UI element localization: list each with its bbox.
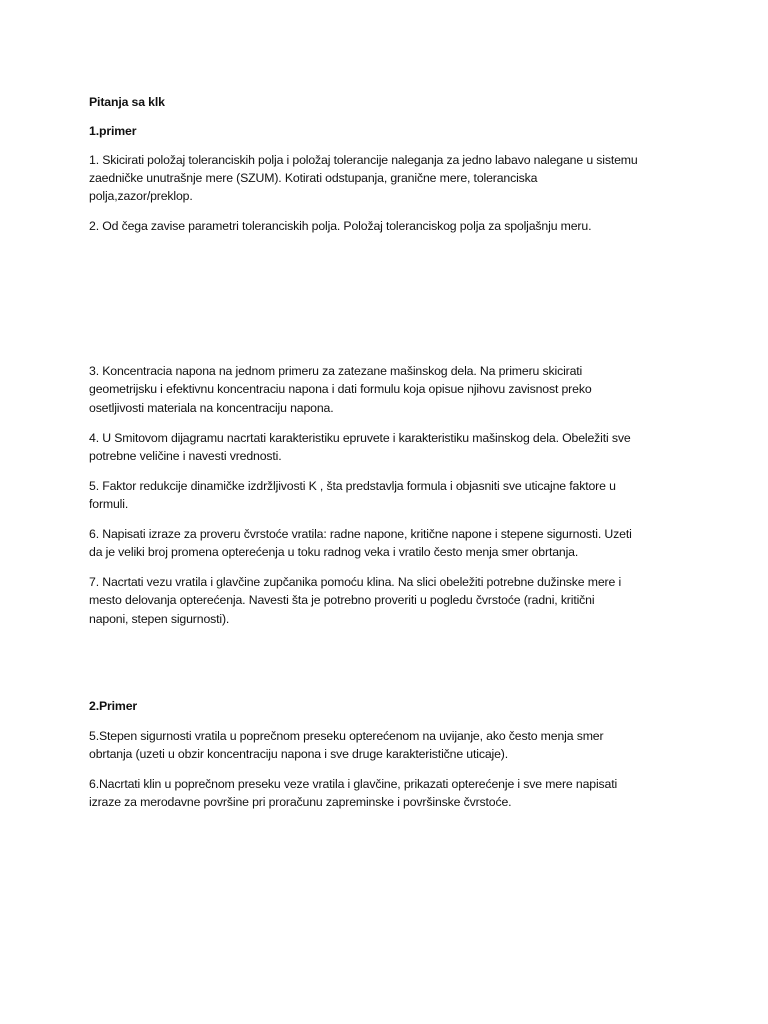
question-6-line-2: da je veliki broj promena opterećenja u toku radnog veka i vratilo često menja smer obrtanja.: [89, 545, 579, 559]
question-3-line-2: geometrijsku i efektivnu koncentraciu napona i dati formulu koja opisue njihovu zavisnost preko: [89, 382, 592, 396]
question-5-line-2: formuli.: [89, 497, 129, 511]
question-3-line-1: 3. Koncentracia napona na jednom primeru za zatezane mašinskog dela. Na primeru skicirati: [89, 364, 583, 378]
section-heading-1: 1.primer: [89, 124, 137, 138]
question-4-line-2: potrebne veličine i navesti vrednosti.: [89, 449, 282, 463]
question-2-6-line-1: 6.Nacrtati klin u poprečnom preseku veze vratila i glavčine, prikazati opterećenje i sve mere napisati: [89, 777, 618, 791]
question-4-line-1: 4. U Smitovom dijagramu nacrtati karakteristiku epruvete i karakteristiku mašinskog dela. Obeležiti sve: [89, 431, 631, 445]
document-title: Pitanja sa klk: [89, 95, 165, 109]
section-heading-2: 2.Primer: [89, 699, 138, 713]
question-7-line-1: 7. Nacrtati vezu vratila i glavčine zupčanika pomoću klina. Na slici obeležiti potrebne dužinske mere i: [89, 575, 622, 589]
question-2-5-line-1: 5.Stepen sigurnosti vratila u poprečnom preseku opterećenom na uvijanje, ako često menja smer: [89, 729, 604, 743]
question-5-line-1: 5. Faktor redukcije dinamičke izdržljivosti K , šta predstavlja formula i objasniti sve uticajne faktore u: [89, 479, 616, 493]
question-1-line-2: zaedničke unutrašnje mere (SZUM). Kotirati odstupanja, granične mere, toleranciska: [89, 171, 538, 185]
question-6-line-1: 6. Napisati izraze za proveru čvrstoće vratila: radne napone, kritične napone i stepene sigurnosti. Uzeti: [89, 527, 632, 541]
question-7-line-3: naponi, stepen sigurnosti).: [89, 612, 230, 626]
question-1-line-1: 1. Skicirati položaj toleranciskih polja i položaj tolerancije naleganja za jedno labavo nalegane u sistemu: [89, 153, 638, 167]
question-2-6-line-2: izraze za merodavne površine pri proračunu zapreminske i površinske čvrstoće.: [89, 795, 512, 809]
question-2-5-line-2: obrtanja (uzeti u obzir koncentraciju napona i sve druge karakteristične uticaje).: [89, 747, 509, 761]
question-2-line-1: 2. Od čega zavise parametri toleranciskih polja. Položaj toleranciskog polja za spoljašnju meru.: [89, 219, 592, 233]
question-3-line-3: osetljivosti materiala na koncentraciju napona.: [89, 401, 334, 415]
question-1-line-3: polja,zazor/preklop.: [89, 189, 193, 203]
question-7-line-2: mesto delovanja opterećenja. Navesti šta je potrebno proveriti u pogledu čvrstoće (radni, kritični: [89, 593, 595, 607]
